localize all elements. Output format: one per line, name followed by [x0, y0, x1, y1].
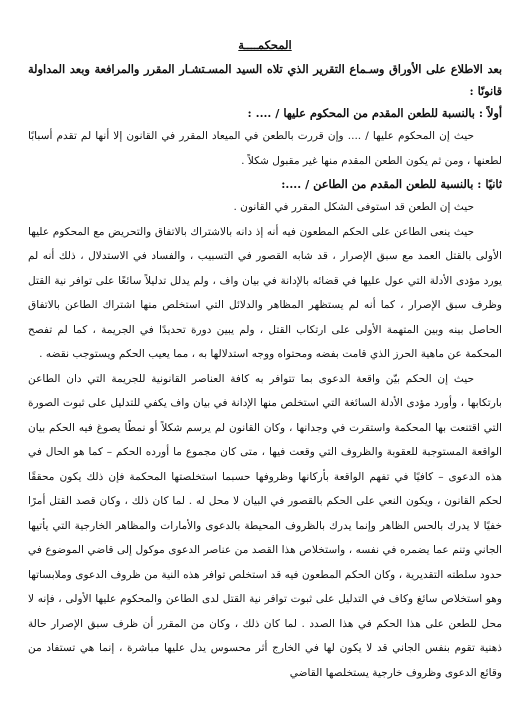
section2-paragraph-1: حيث إن الطعن قد استوفى الشكل المقرر في القانون .: [233, 201, 474, 213]
section1-heading: أولاً : بالنسبة للطعن المقدم من المحكوم عليها / .... :: [247, 106, 502, 120]
intro-paragraph: بعد الاطلاع على الأوراق وسـماع التقرير الذي تلاه السيد المسـتشـار المقرر والمرافعة وبعد المداولة قانونًا :: [28, 62, 502, 98]
section1-paragraph: حيث إن المحكوم عليها / .... وإن قررت بالطعن في الميعاد المقرر في القانون إلا أنها لم تقدم أسبابًا لطعنها ، ومن ثم يكون الطعن المقدم منها غير مقبول شكلاً .: [28, 130, 502, 167]
section2-paragraph-2: حيث ينعى الطاعن على الحكم المطعون فيه أنه إذ دانه بالاشتراك بالاتفاق والتحريض مع المحكوم عليها الأولى بالقتل العمد مع سبق الإصرار ، قد شابه القصور في التسبيب ، والفساد في الاستدلال ، ذلك أنه لم يورد مؤدى الأدلة التي عول عليها في قضائه بالإدانة في بيان واف ، ولم يدلل تدليلاً سائغًا على توافر نية القتل وظرف سبق الإصرار ، كما أنه لم يستظهر المظاهر والدلائل التي استخلص منها اشتراك الطاعن بالاتفاق الحاصل بينه وبين المتهمة الأولى على ارتكاب القتل ، ولم يبين دورة تحديدًا في الجريمة ، كما لم تفصح المحكمة عن ماهية الحرز الذي قامت بفضه ومحتواه ووجه استدلالها به ، مما يعيب الحكم ويستوجب نقضه .: [28, 225, 502, 360]
section2-paragraph-3: حيث إن الحكم بيّن واقعة الدعوى بما تتوافر به كافة العناصر القانونية للجريمة التي دان الطاعن بارتكابها ، وأورد مؤدى الأدلة السائغة التي استخلص منها الإدانة في بيان واف يكفي للتدليل على ثبوت الصورة التي اقتنعت بها المحكمة واستقرت في وجدانها ، وكان القانون لم يرسم شكلاً أو نمطًا يصوغ فيه الحكم بيان الواقعة المستوجبة للعقوبة والظروف التي وقعت فيها ، متى كان مجموع ما أورده الحكم – كما هو الحال في هذه الدعوى – كافيًا في تفهم الواقعة بأركانها وظروفها حسبما استخلصتها المحكمة فإن ذلك يكون محققًا لحكم القانون ، ويكون النعي على الحكم بالقصور في البيان لا محل له . لما كان ذلك ، وكان قصد القتل أمرًا خفيًا لا يدرك بالحس الظاهر وإنما يدرك بالظروف المحيطة بالدعوى والأمارات والمظاهر الخارجية التي يأتيها الجاني وتنم عما يضمره في نفسه ، واستخلاص هذا القصد من عناصر الدعوى موكول إلى قاضي الموضوع في حدود سلطته التقديرية ، وكان الحكم المطعون فيه قد استخلص توافر هذه النية من ظروف الدعوى وملابساتها وهو استخلاص سائغ وكاف في التدليل على ثبوت توافر نية القتل لدى الطاعن والمحكوم عليها الأولى ، فإنه لا محل للطعن على هذا الحكم في هذا الصدد . لما كان ذلك ، وكان من المقرر أن ظرف سبق الإصرار حالة ذهنية تقوم بنفس الجاني قد لا يكون لها في الخارج أثر محسوس يدل عليها مباشرة ، إنما هي تستفاد من وقائع الدعوى وظروف خارجية يستخلصها القاضي: [28, 372, 502, 679]
page-title: المحكمــــة: [238, 38, 292, 52]
section2-heading: ثانيًا : بالنسبة للطعن المقدم من الطاعن / ....:: [281, 177, 502, 191]
